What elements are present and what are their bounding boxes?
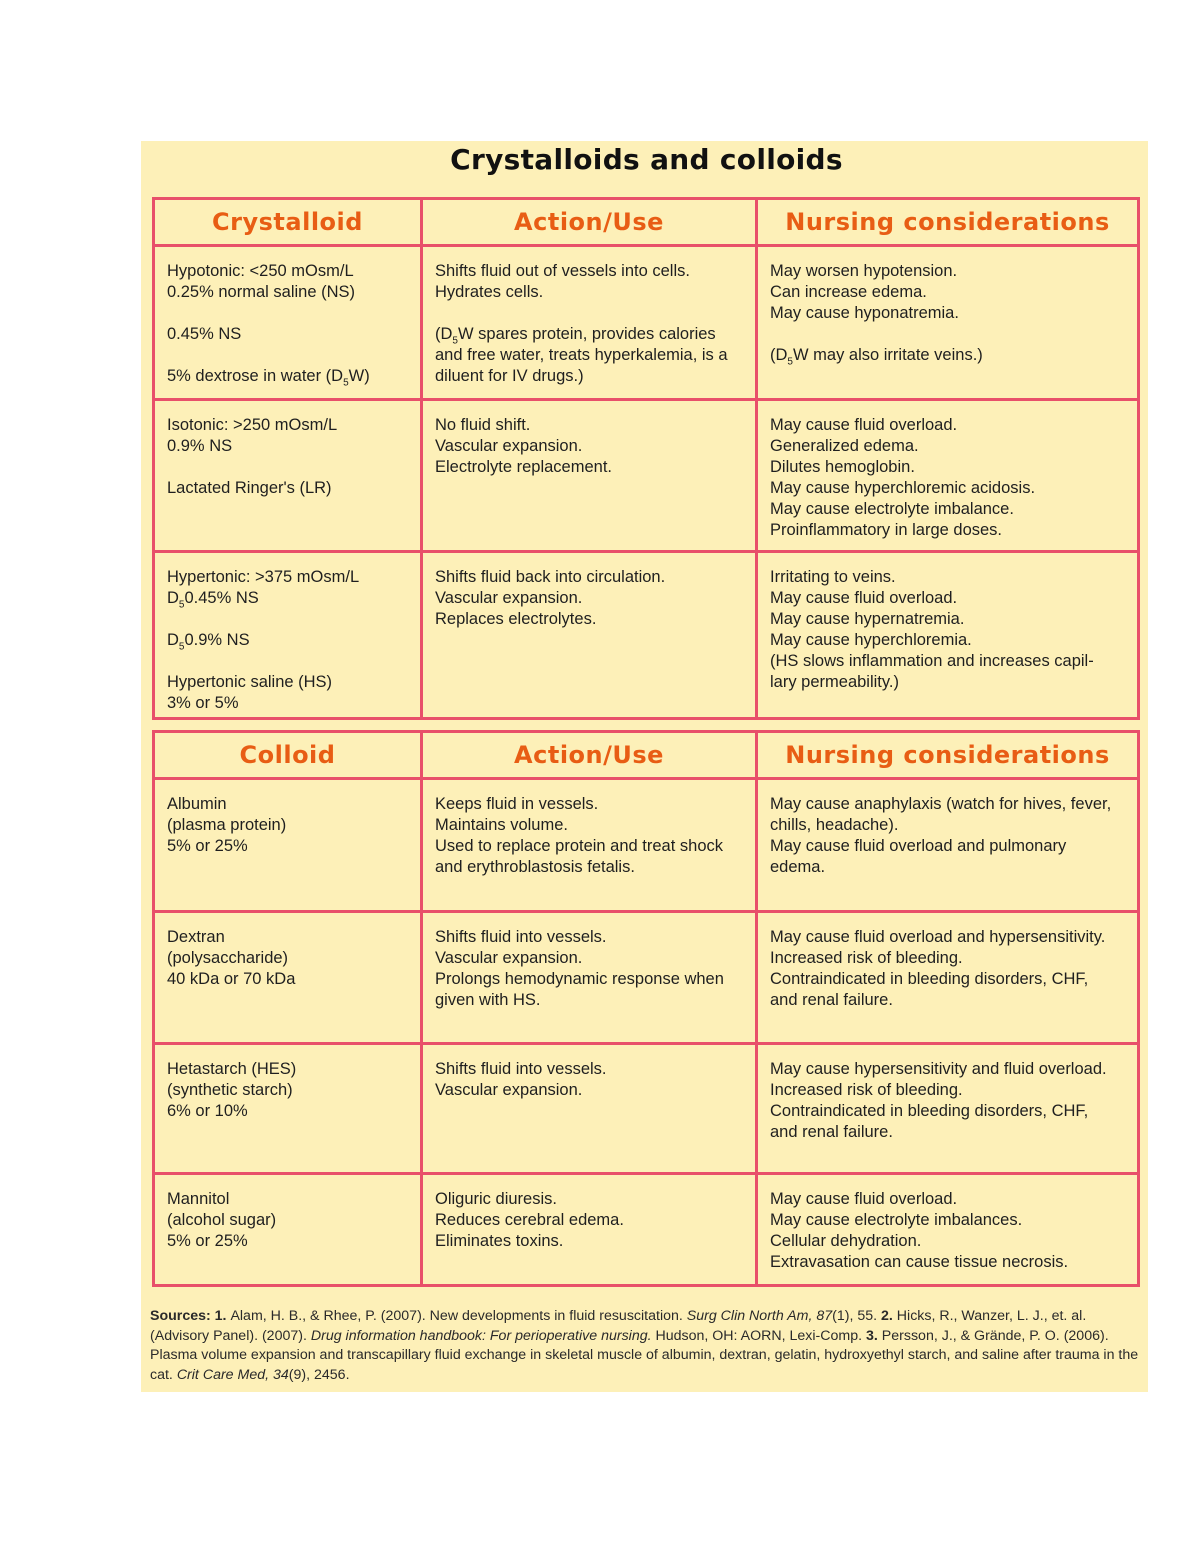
- crystalloid-table: [152, 197, 1140, 720]
- page-title: Crystalloids and colloids: [450, 143, 843, 176]
- nursing-cell: May cause hypersensitivity and fluid overload. Increased risk of bleeding. Contraindicated in bleeding disorders, CHF, and renal failure.: [757, 1044, 1139, 1174]
- source-publication: Drug information handbook: For perioperative nursing.: [310, 1327, 652, 1344]
- source-number: Sources: 1.: [150, 1308, 231, 1324]
- subscript: 5: [178, 641, 185, 653]
- table-row: [154, 400, 1139, 552]
- header-row: [154, 732, 1139, 779]
- sources-footnote: Sources: 1. Alam, H. B., & Rhee, P. (2007). New developments in fluid resuscitation. Surg Clin North Am, 87(1), 55. 2. Hicks, R., Wanzer, L. J., et. al. (Advisory Panel). (2007). Drug information handbook: For perioperative nursing. Hudson, OH: AORN, Lexi-Comp. 3. Persson, J., & Grände, P. O. (2006). Plasma volume expansion and transcapillary fluid exchange in skeletal muscle of albumin, dextran, gelatin, hydroxyethyl starch, and saline after trauma in the cat. Crit Care Med, 34(9), 2456.: [150, 1308, 1139, 1383]
- header-nursing-considerations: Nursing considerations: [757, 199, 1139, 246]
- source-publication: Surg Clin North Am, 87: [686, 1308, 833, 1324]
- action-cell: Shifts fluid into vessels. Vascular expansion. Prolongs hemodynamic response when given with HS.: [422, 912, 757, 1044]
- source-number: 2.: [881, 1308, 897, 1324]
- action-cell: Oliguric diuresis. Reduces cerebral edema. Eliminates toxins.: [422, 1174, 757, 1286]
- header-nursing-considerations: Nursing considerations: [757, 732, 1139, 779]
- header-crystalloid: Crystalloid: [154, 199, 422, 246]
- colloid-cell: Mannitol (alcohol sugar) 5% or 25%: [154, 1174, 422, 1286]
- header-action-use: Action/Use: [422, 199, 757, 246]
- subscript: 5: [343, 377, 349, 389]
- nursing-cell: Irritating to veins. May cause fluid overload. May cause hypernatremia. May cause hyperchloremia. (HS slows inflammation and increases capil- lary permeability.): [757, 552, 1139, 719]
- header-action-use: Action/Use: [422, 732, 757, 779]
- table-row: [154, 552, 1139, 719]
- nursing-cell: May cause anaphylaxis (watch for hives, fever, chills, headache). May cause fluid overload and pulmonary edema.: [757, 779, 1139, 912]
- colloid-cell: Albumin (plasma protein) 5% or 25%: [154, 779, 422, 912]
- nursing-cell: May cause fluid overload. Generalized edema. Dilutes hemoglobin. May cause hyperchloremic acidosis. May cause electrolyte imbalance. Proinflammatory in large doses.: [757, 400, 1139, 552]
- table-row: [154, 912, 1139, 1044]
- action-cell: Shifts fluid back into circulation. Vascular expansion. Replaces electrolytes.: [422, 552, 757, 719]
- colloid-cell: Hetastarch (HES) (synthetic starch) 6% or 10%: [154, 1044, 422, 1174]
- table-row: [154, 1174, 1139, 1286]
- colloid-table: [152, 730, 1140, 1287]
- action-cell: No fluid shift. Vascular expansion. Electrolyte replacement.: [422, 400, 757, 552]
- crystalloid-cell: Isotonic: >250 mOsm/L 0.9% NS Lactated Ringer's (LR): [154, 400, 422, 552]
- nursing-cell: May cause fluid overload and hypersensitivity. Increased risk of bleeding. Contraindicated in bleeding disorders, CHF, and renal failure.: [757, 912, 1139, 1044]
- table-row: [154, 779, 1139, 912]
- colloid-cell: Dextran (polysaccharide) 40 kDa or 70 kDa: [154, 912, 422, 1044]
- subscript: 5: [452, 335, 458, 347]
- crystalloid-cell: Hypertonic: >375 mOsm/L $D_50.45\%$ NS $D_50.9\%$ NS Hypertonic saline (HS) 3% or 5%: [154, 552, 422, 719]
- header-colloid: Colloid: [154, 732, 422, 779]
- nursing-cell: May worsen hypotension. Can increase edema. May cause hyponatremia. ($D_5W$ may also irritate veins.): [757, 246, 1139, 400]
- crystalloid-cell: Hypotonic: <250 mOsm/L 0.25% normal saline (NS) 0.45% NS 5% dextrose in water $(D_5W)$: [154, 246, 422, 400]
- subscript: 5: [178, 599, 185, 611]
- action-cell: Keeps fluid in vessels. Maintains volume. Used to replace protein and treat shock and erythroblastosis fetalis.: [422, 779, 757, 912]
- source-publication: Crit Care Med, 34: [176, 1366, 289, 1383]
- table-row: [154, 1044, 1139, 1174]
- source-number: 3.: [866, 1327, 882, 1344]
- header-row: [154, 199, 1139, 246]
- action-cell: Shifts fluid out of vessels into cells. Hydrates cells. ($D_5W$ spares protein, provides calories and free water, treats hyperkalemia, is a diluent for IV drugs.): [422, 246, 757, 400]
- nursing-cell: May cause fluid overload. May cause electrolyte imbalances. Cellular dehydration. Extravasation can cause tissue necrosis.: [757, 1174, 1139, 1286]
- subscript: 5: [787, 356, 793, 368]
- table-row: [154, 246, 1139, 400]
- action-cell: Shifts fluid into vessels. Vascular expansion.: [422, 1044, 757, 1174]
